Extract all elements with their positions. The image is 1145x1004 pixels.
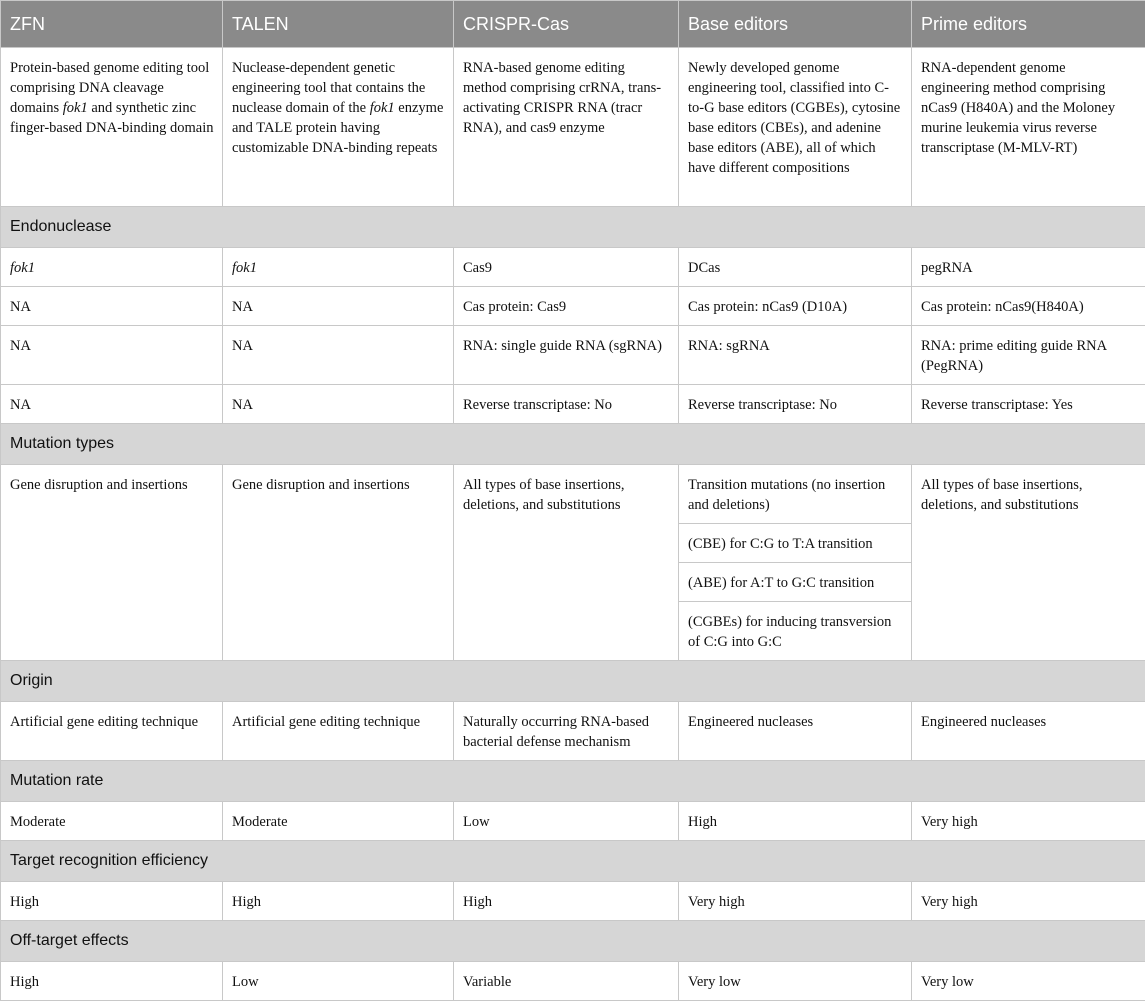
table-row — [1, 465, 1145, 524]
table-cell: Very high — [912, 802, 1145, 841]
header-talen: TALEN — [223, 1, 454, 48]
cell-mutation-prime: All types of base insertions, deletions, and substitutions — [912, 465, 1145, 661]
table-cell: DCas — [679, 248, 912, 287]
table-row — [1, 702, 1145, 761]
cell-description-base: Newly developed genome engineering tool, classified into C-to-G base editors (CGBEs), cytosine base editors (CBEs), and adenine base editors (ABE), all of which have different compositions — [679, 48, 912, 207]
table-cell: Moderate — [223, 802, 454, 841]
table-cell: Reverse transcriptase: No — [679, 385, 912, 424]
table-cell: RNA: sgRNA — [679, 326, 912, 385]
table-cell: High — [454, 882, 679, 921]
section-row-origin — [1, 661, 1145, 702]
header-row — [1, 1, 1145, 48]
table-cell: Cas protein: Cas9 — [454, 287, 679, 326]
table-cell: Reverse transcriptase: Yes — [912, 385, 1145, 424]
header-crispr-cas: CRISPR-Cas — [454, 1, 679, 48]
cell-mutation-base-3: (ABE) for A:T to G:C transition — [679, 563, 912, 602]
table-row — [1, 882, 1145, 921]
table-cell: High — [1, 882, 223, 921]
table-cell: Very low — [912, 962, 1145, 1001]
table-cell: Artificial gene editing technique — [223, 702, 454, 761]
table-row — [1, 802, 1145, 841]
table-cell: Low — [223, 962, 454, 1001]
table-cell: Cas protein: nCas9 (D10A) — [679, 287, 912, 326]
table-cell: Variable — [454, 962, 679, 1001]
table-cell: NA — [223, 326, 454, 385]
header-base-editors: Base editors — [679, 1, 912, 48]
section-row-endonuclease — [1, 207, 1145, 248]
cell-mutation-base-2: (CBE) for C:G to T:A transition — [679, 524, 912, 563]
cell-mutation-talen: Gene disruption and insertions — [223, 465, 454, 661]
cell-mutation-crispr: All types of base insertions, deletions, and substitutions — [454, 465, 679, 661]
table-cell: Moderate — [1, 802, 223, 841]
cell-description-prime: RNA-dependent genome engineering method comprising nCas9 (H840A) and the Moloney murine leukemia virus reverse transcriptase (M-MLV-RT) — [912, 48, 1145, 207]
section-row-mutation-types — [1, 424, 1145, 465]
cell-mutation-base-4: (CGBEs) for inducing transversion of C:G into G:C — [679, 602, 912, 661]
cell-mutation-base-1: Transition mutations (no insertion and deletions) — [679, 465, 912, 524]
table-cell: Naturally occurring RNA-based bacterial defense mechanism — [454, 702, 679, 761]
section-title-origin: Origin — [1, 661, 1145, 702]
table-cell: Engineered nucleases — [912, 702, 1145, 761]
table-cell: fok1 — [223, 248, 454, 287]
section-title-mutation-types: Mutation types — [1, 424, 1145, 465]
table-row — [1, 962, 1145, 1001]
section-row-mutation-rate — [1, 761, 1145, 802]
table-cell: High — [1, 962, 223, 1001]
table-cell: NA — [1, 326, 223, 385]
table-cell: fok1 — [1, 248, 223, 287]
cell-description-talen: Nuclease-dependent genetic engineering tool that contains the nuclease domain of the fok1 enzyme and TALE protein having customizable DNA-binding repeats — [223, 48, 454, 207]
header-prime-editors: Prime editors — [912, 1, 1145, 48]
section-row-off-target — [1, 921, 1145, 962]
table-cell: NA — [1, 287, 223, 326]
table-cell: Reverse transcriptase: No — [454, 385, 679, 424]
table-row — [1, 287, 1145, 326]
section-title-off-target: Off-target effects — [1, 921, 1145, 962]
table-cell: RNA: single guide RNA (sgRNA) — [454, 326, 679, 385]
header-zfn: ZFN — [1, 1, 223, 48]
cell-description-zfn: Protein-based genome editing tool comprising DNA cleavage domains fok1 and synthetic zinc finger-based DNA-binding domain — [1, 48, 223, 207]
cell-mutation-zfn: Gene disruption and insertions — [1, 465, 223, 661]
description-row — [1, 48, 1145, 207]
table-cell: Very high — [679, 882, 912, 921]
table-row — [1, 385, 1145, 424]
section-row-target-recognition — [1, 841, 1145, 882]
section-title-endonuclease: Endonuclease — [1, 207, 1145, 248]
table-cell: pegRNA — [912, 248, 1145, 287]
table-cell: NA — [1, 385, 223, 424]
table-cell: Engineered nucleases — [679, 702, 912, 761]
table-cell: Low — [454, 802, 679, 841]
table-cell: NA — [223, 385, 454, 424]
table-cell: High — [679, 802, 912, 841]
table-cell: High — [223, 882, 454, 921]
table-row — [1, 248, 1145, 287]
table-cell: Artificial gene editing technique — [1, 702, 223, 761]
table-row — [1, 326, 1145, 385]
table-cell: NA — [223, 287, 454, 326]
section-title-target-recognition: Target recognition efficiency — [1, 841, 1145, 882]
section-title-mutation-rate: Mutation rate — [1, 761, 1145, 802]
table-cell: Cas protein: nCas9(H840A) — [912, 287, 1145, 326]
cell-description-crispr: RNA-based genome editing method comprising crRNA, trans-activating CRISPR RNA (tracr RNA), and cas9 enzyme — [454, 48, 679, 207]
table-cell: Very high — [912, 882, 1145, 921]
table-cell: Very low — [679, 962, 912, 1001]
table-cell: RNA: prime editing guide RNA (PegRNA) — [912, 326, 1145, 385]
table-cell: Cas9 — [454, 248, 679, 287]
